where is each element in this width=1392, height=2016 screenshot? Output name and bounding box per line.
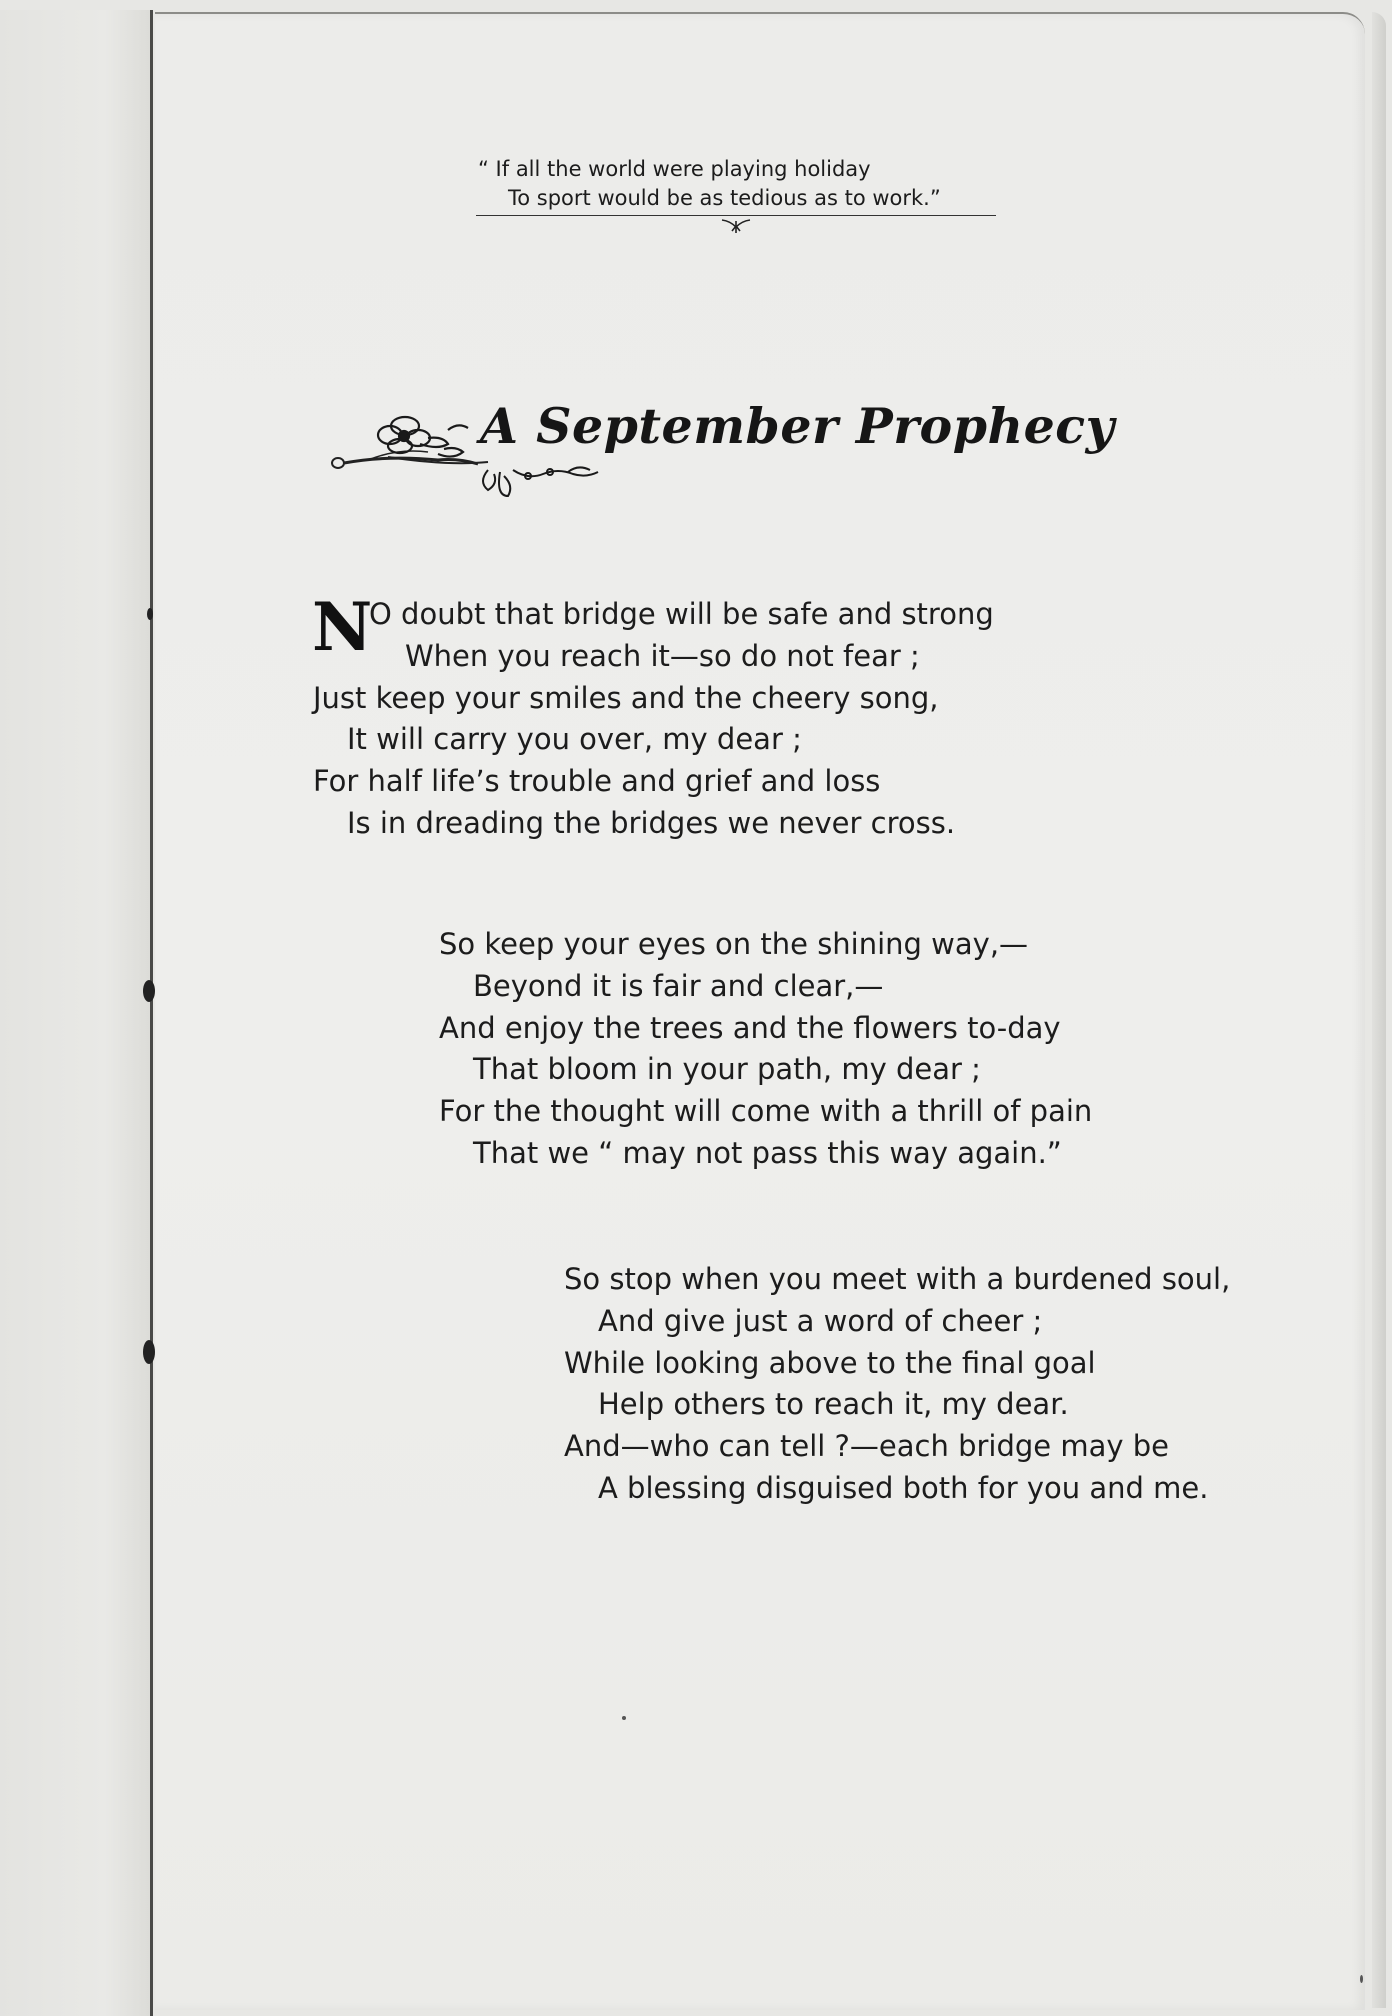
paper-speck xyxy=(1360,1975,1363,1983)
binding-mark xyxy=(143,980,155,1002)
left-page-edge xyxy=(0,10,153,2016)
stanza-2 xyxy=(439,924,1092,1175)
epigraph-line: “ If all the world were playing holiday xyxy=(478,157,871,181)
page-edge-shadow xyxy=(1372,12,1386,2008)
poem-line: That bloom in your path, my dear ; xyxy=(473,1052,981,1087)
stanza-1 xyxy=(313,594,994,845)
stanza-3 xyxy=(564,1259,1230,1510)
epigraph-line: To sport would be as tedious as to work.” xyxy=(508,186,941,210)
poem-line: Beyond it is fair and clear,— xyxy=(473,968,884,1003)
poem-line: That we “ may not pass this way again.” xyxy=(473,1135,1062,1170)
drop-cap-glyph: N xyxy=(312,588,373,666)
poem-line: When you reach it—so do not fear ; xyxy=(405,638,920,673)
poem-line: A blessing disguised both for you and me. xyxy=(598,1470,1209,1505)
poem-line: So stop when you meet with a burdened soul, xyxy=(564,1262,1231,1296)
poem-line: And give just a word of cheer ; xyxy=(598,1303,1043,1338)
binding-mark xyxy=(147,608,153,620)
poem-line: So keep your eyes on the shining way,— xyxy=(439,927,1029,961)
binding-mark xyxy=(143,1340,155,1364)
paper-speck xyxy=(622,1716,626,1720)
poem-title: A September Prophecy xyxy=(480,397,1115,455)
epigraph xyxy=(478,155,998,213)
poem-line: O doubt that bridge will be safe and strong xyxy=(369,597,994,631)
poem-line: Help others to reach it, my dear. xyxy=(598,1387,1069,1422)
poem-line: For half life’s trouble and grief and loss xyxy=(313,764,881,799)
poem-line: For the thought will come with a thrill of pain xyxy=(439,1094,1093,1129)
poem-line: It will carry you over, my dear ; xyxy=(347,722,802,757)
poem-line: And—who can tell ?—each bridge may be xyxy=(564,1429,1170,1464)
poem-line: While looking above to the final goal xyxy=(564,1345,1096,1380)
poem-line: Just keep your smiles and the cheery song, xyxy=(313,680,939,715)
flourish-ornament-icon xyxy=(720,217,752,237)
poem-line: Is in dreading the bridges we never cross. xyxy=(347,805,956,840)
poem-line: And enjoy the trees and the flowers to-day xyxy=(439,1010,1061,1045)
epigraph-rule xyxy=(476,215,996,216)
